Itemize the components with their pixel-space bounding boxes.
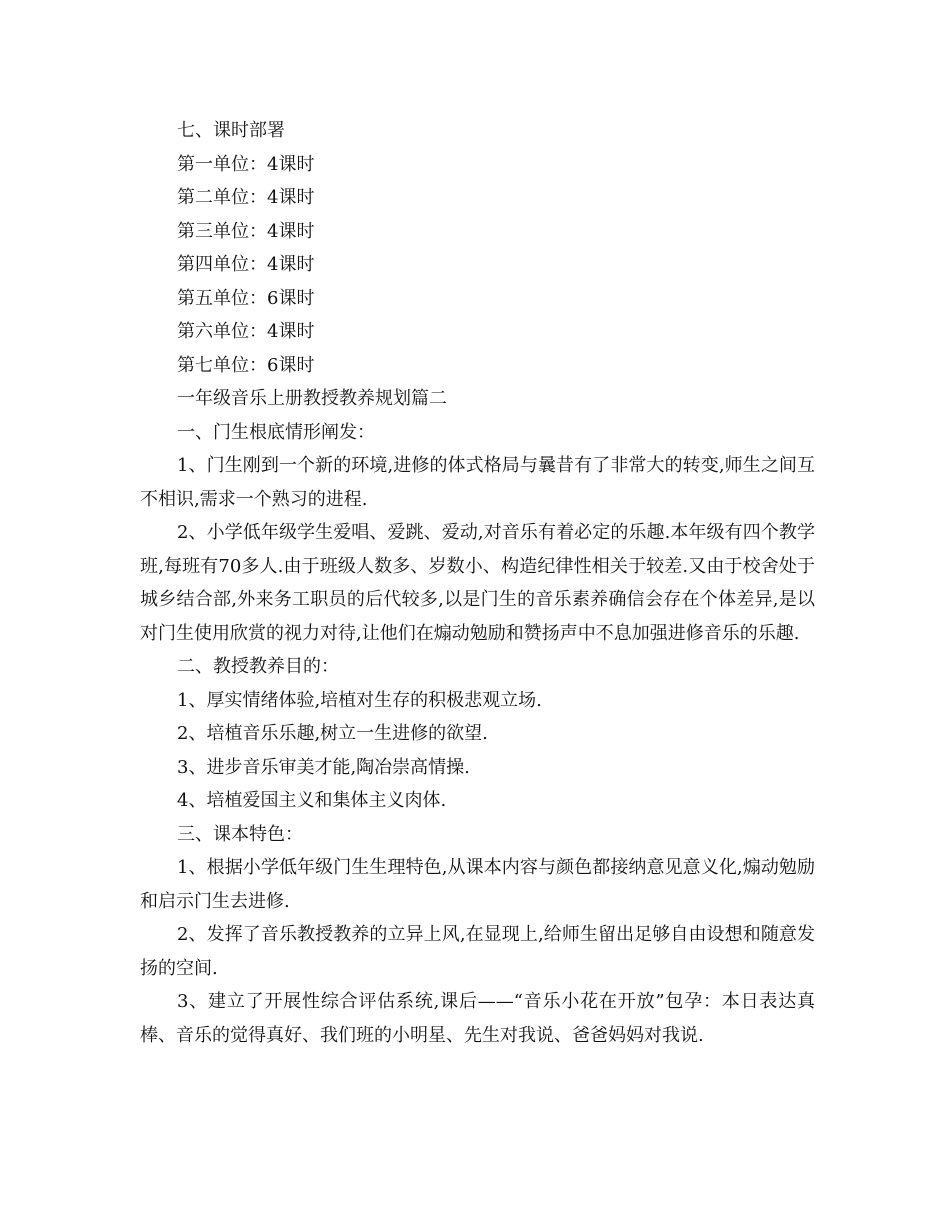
goal-item: 2、培植音乐乐趣,树立一生进修的欲望.: [177, 723, 488, 744]
section-heading-textbook-features: 三、课本特色：: [177, 823, 303, 845]
section-heading-schedule: 七、课时部署: [177, 120, 285, 141]
part-title: 一年级音乐上册教授教养规划篇二: [177, 388, 447, 409]
unit-hours-line: 第七单位：6课时: [177, 354, 315, 376]
unit-hours-line: 第五单位：6课时: [177, 287, 315, 309]
paragraph: 1、根据小学低年级门生生理特色,从课本内容与颜色都接纳意见意义化,煽动勉励和启示门生去进修.: [140, 857, 815, 912]
section-heading-teaching-goals: 二、教授教养目的：: [177, 656, 339, 677]
goal-item: 1、厚实情绪体验,培植对生存的积极悲观立场.: [177, 689, 542, 711]
unit-hours-line: 第二单位：4课时: [177, 187, 315, 208]
unit-hours-line: 第一单位：4课时: [177, 153, 315, 175]
goal-item: 3、进步音乐审美才能,陶冶崇高情操.: [177, 756, 470, 778]
goal-item: 4、培植爱国主义和集体主义肉体.: [177, 790, 447, 811]
unit-hours-line: 第四单位：4课时: [177, 254, 315, 275]
document-body: [140, 114, 815, 1052]
unit-hours-line: 第六单位：4课时: [177, 321, 315, 342]
paragraph: 3、建立了开展性综合评估系统,课后——“音乐小花在开放”包孕：本日表达真棒、音乐的觉得真好、我们班的小明星、先生对我说、爸爸妈妈对我说.: [140, 991, 815, 1046]
unit-hours-line: 第三单位：4课时: [177, 220, 315, 242]
paragraph: 1、门生刚到一个新的环境,进修的体式格局与曩昔有了非常大的转变,师生之间互不相识,需求一个熟习的进程.: [140, 455, 815, 510]
section-heading-student-analysis: 一、门生根底情形阐发：: [177, 421, 375, 443]
paragraph: 2、小学低年级学生爱唱、爱跳、爱动,对音乐有着必定的乐趣.本年级有四个教学班,每班有70多人.由于班级人数多、岁数小、构造纪律性相关于较差.又由于校舍处于城乡结合部,外来务工职员的后代较多,以是门生的音乐素养确信会存在个体差异,是以对门生使用欣赏的视力对待,让他们在煽动勉励和赞扬声中不息加强进修音乐的乐趣.: [140, 522, 815, 644]
paragraph: 2、发挥了音乐教授教养的立异上风,在显现上,给师生留出足够自由设想和随意发扬的空间.: [140, 924, 815, 979]
